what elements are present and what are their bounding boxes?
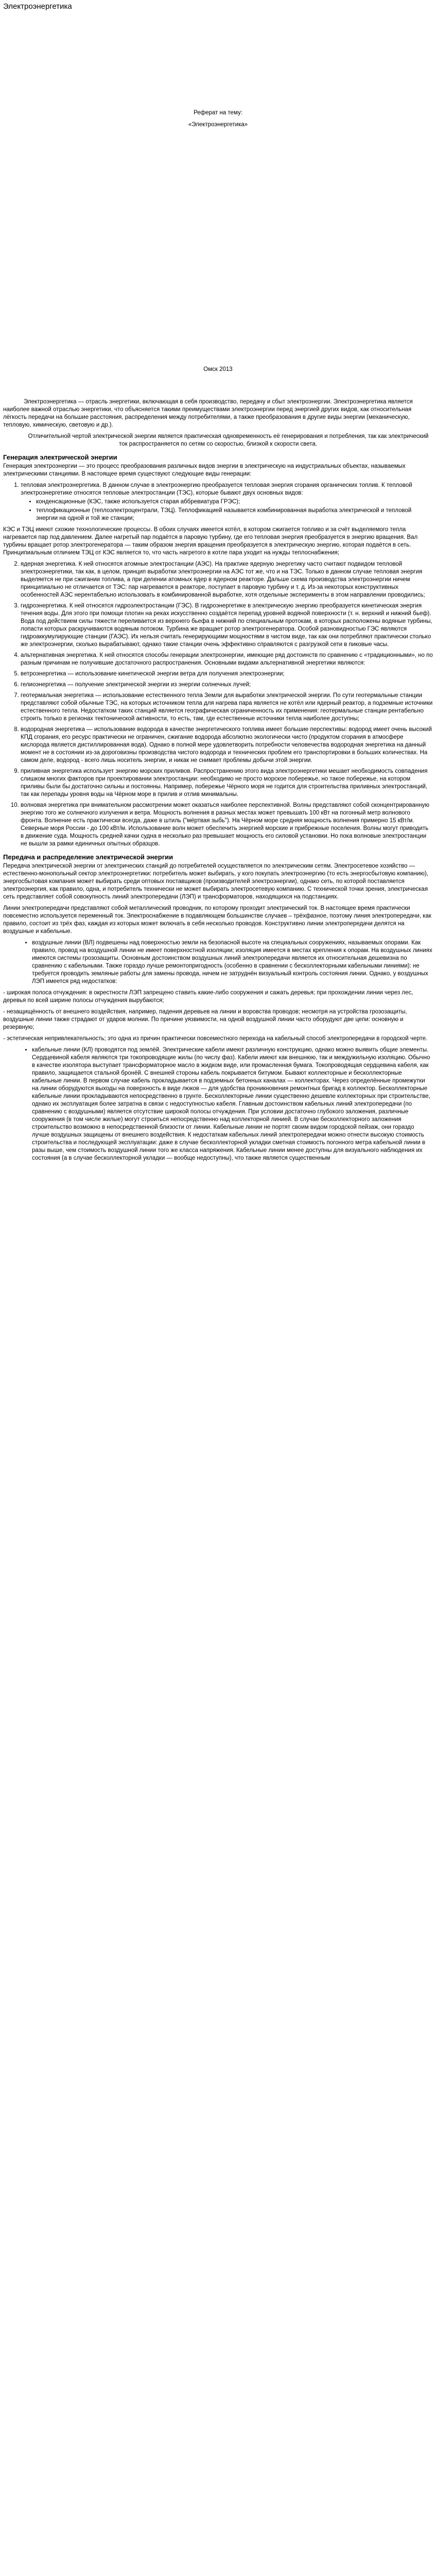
ref-label: Реферат на тему: [194,110,242,116]
line-types-list [3,939,433,986]
site-title: Электроэнергетика [3,2,72,11]
cover-block [3,109,433,374]
paragraph: Передача электрической энергии от электрических станций до потребителей осуществляется по электрическим сетям. Электросетевое хозяйство — естественно-монопольный сектор электроэнергетики: потребитель может выбирать, у кого покупать электроэнергию (то есть энергосбытовую компанию), энергосбытовая компания может выбирать среди оптовых поставщиков (производителей электроэнергии), однако сеть, по которой поставляется электроэнергия, как правило, одна, и потребитель технически не может выбирать электросетевую компанию. С технической точки зрения, электрическая сеть представляет собой совокупность линий электропередачи (ЛЭП) и трансформаторов, находящихся на подстанциях. [3,863,428,900]
section-transmission [3,853,433,1162]
list-item: • воздушные линии (ВЛ) подвешены над поверхностью земли на безопасной высоте на специальных сооружениях, называемых опорами. Как правило, провод на воздушной линии не имеет поверхностной изоляции; изоляция имеется в местах крепления к опорам. На воздушных линиях имеются системы грозозащиты. Основным достоинством воздушных линий электропередачи является их относительная дешевизна по сравнению с кабельными. Также гораздо лучше ремонтопригодность (особенно в сравнении с бесколлекторными кабельными линиями): не требуется проводить земляные работы для замены провода, ничем не затруднён визуальный контроль состояния линии. Однако, у воздушных ЛЭП имеется ряд недостатков: [32,939,433,986]
list-item [21,482,433,522]
list-item: 8. водородная энергетика — использование водорода в качестве энергетического топлива имеет большие перспективы: водород имеет очень высокий КПД сгорания, его ресурс практически не ограничен, сжигание водорода абсолютно экологически чисто (продуктом сгорания в атмосфере кислорода является дистиллированная вода). Однако в полной мере удовлетворить потребности человечества водородная энергетика на данный момент не в состоянии из-за дороговизны производства чистого водорода и технических проблем его транспортировки в больших количествах. На самом деле, водород - всего лишь носитель энергии, и никак не снимает проблемы добычи этой энергии. [21,726,433,765]
intro-paragraph: Электроэнергетика — отрасль энергетики, включающая в себя производство, передачу и сбыт электроэнергии. Электроэнергетика является наиболее важной отраслью энергетики, что объясняется такими преимуществами электроэнергии перед энергией других видов, как относительная лёгкость передачи на большие расстояния, распределения между потребителями, а также преобразования в другие виды энергии (механическую, тепловую, химическую, световую и др.). [3,399,413,428]
line-types-list-continued [3,1046,433,1162]
list-item: 4. альтернативная энергетика. К ней относятся способы генерации электроэнергии, имеющие ряд достоинств по сравнению с «традиционными», но по разным причинам не получившие достаточного распространения. Основными видами альтернативной энергетики являются: [21,652,433,667]
section-generation [3,453,433,848]
ref-topic: «Электроэнергетика» [188,122,248,128]
paragraph: - широкая полоса отчуждения: в окрестности ЛЭП запрещено ставить какие-либо сооружения и сажать деревья; при прохождении линии через лес, деревья по всей ширине полосы отчуждения вырубаются; [3,990,413,1004]
cover-date: Омск 2013 [203,366,233,372]
generation-list [3,482,433,522]
list-item: 5. ветроэнергетика — использование кинетической энергии ветра для получения электроэнергии; [21,670,433,678]
paragraph: - эстетическая непривлекательность; это одна из причин практически повсеместного перехода на кабельный способ электропередачи в городской черте. [3,1036,428,1042]
intro-paragraph: Отличительной чертой электрической энергии является практическая одновременность её генерирования и потребления, так как электрический ток распространяется по сетям со скоростью, близкой к скорости света. [28,433,429,447]
section-heading: Передача и распределение электрической энергии [3,853,173,861]
sub-list-item: • конденсационные (КЭС, также используется старая аббревиатура ГРЭС); [36,498,433,506]
list-item: 9. приливная энергетика использует энергию морских приливов. Распространению этого вида электроэнергетики мешает необходимость совпадения слишком многих факторов при проектировании электростанции: необходимо не просто морское побережье, но такое побережье, на котором приливы были бы достаточно сильны и постоянны. Например, побережье Чёрного моря не годится для строительства приливных электростанций, так как перепады уровня воды на Чёрном море в прилив и отлив минимальны. [21,768,433,799]
list-item-text: тепловая электроэнергетика. В данном случае в электроэнергию преобразуется тепловая энергия сгорания органических топлив. К тепловой электроэнергетике относятся тепловые электростанции (ТЭС), которые бывают двух основных видов: [21,482,412,496]
paragraph: - незащищённость от внешнего воздействия, например, падения деревьев на линии и воровства проводов; несмотря на устройства грозозащиты, воздушные линии также страдают от ударов молнии. По причине уязвимости, на одной воздушной линии часто оборудуют две цепи: основную и резервную; [3,1009,407,1030]
list-item: 3. гидроэнергетика. К ней относятся гидроэлектростанции (ГЭС). В гидроэнергетике в электрическую энергию преобразуется кинетическая энергия течения воды. Для этого при помощи плотин на реках искусственно создаётся перепад уровней водяной поверхности (т. н. верхний и нижний бьеф). Вода под действием силы тяжести переливается из верхнего бьефа в нижний по специальным протокам, в которых расположены водяные турбины, лопасти которых раскручиваются водяным потоком. Турбина же вращает ротор электрогенератора. Особой разновидностью ГЭС являются гидроаккумулирующие станции (ГАЭС). Их нельзя считать генерирующими мощностями в чистом виде, так как они потребляют практически столько же электроэнергии, сколько вырабатывают, однако такие станции очень эффективно справляются с разгрузкой сети в пиковые часы. [21,602,433,649]
paragraph: Линии электропередачи представляют собой металлический проводник, по которому проходит электрический ток. В настоящее время практически повсеместно используется переменный ток. Электроснабжение в подавляющем большинстве случаев – трёхфазное, поэтому линия электропередачи, как правило, состоит из трёх фаз, каждая из которых может включать в себя несколько проводов. Конструктивно линии электропередачи делятся на воздушные и кабельные. [3,905,431,935]
list-item: 7. геотермальная энергетика — использование естественного тепла Земли для выработки электрической энергии. По сути геотермальные станции представляют собой обычные ТЭС, на которых источником тепла для нагрева пара является не котёл или ядерный реактор, а подземные источники естественного тепла. Недостатком таких станций является географическая ограниченность их применения: геотермальные станции рентабельно строить только в регионах тектонической активности, то есть, там, где естественные источники тепла наиболее доступны; [21,692,433,723]
sub-list-item: • теплофикационные (теплоэлектроцентрали, ТЭЦ). Теплофикацией называется комбинированная выработка электрической и тепловой энергии на одной и той же станции; [36,507,433,522]
list-item: • кабельные линии (КЛ) проводятся под землёй. Электрические кабели имеют различную конструкцию, однако можно выявить общие элементы. Сердцевиной кабеля являются три токопроводящие жилы (по числу фаз). Кабели имеют как внешнюю, так и междужильную изоляцию. Обычно в качестве изолятора выступает трансформаторное масло в жидком виде, или промасленная бумага. Токопроводящая сердцевина кабеля, как правило, защищается стальной бронёй. С внешней стороны кабель покрывается битумом. Бывают коллекторные и бесколлекторные кабельные линии. В первом случае кабель прокладывается в подземных бетонных каналах — коллекторах. Через определённые промежутки на линии оборудуются выходы на поверхность в виде люков — для удобства проникновения ремонтных бригад в коллектор. Бесколлекторные кабельные линии прокладываются непосредственно в грунте. Бесколлекторные линии существенно дешевле коллекторных при строительстве, однако их эксплуатация более затратна в связи с недоступностью кабеля. Главным достоинством кабельных линий электропередачи (по сравнению с воздушными) является отсутствие широкой полосы отчуждения. При условии достаточно глубокого заложения, различные сооружения (в том числе жилые) могут строиться непосредственно над коллекторной линией. В случае бесколлекторного заложения строительство возможно в непосредственной близости от линии. Кабельные линии не портят своим видом городской пейзаж, они гораздо лучше воздушных защищены от внешнего воздействия. К недостаткам кабельных линий электропередачи можно отнести высокую стоимость строительства и последующей эксплуатации: даже в случае бесколлекторной укладки сметная стоимость погонного метра кабельной линии в разы выше, чем стоимость воздушной линии того же класса напряжения. Кабельные линии менее доступны для визуального наблюдения их состояния (а в случае бесколлекторной укладки — вообще недоступны), что также является существенным [32,1046,433,1162]
intro [3,398,433,448]
document-page [0,0,436,1162]
paragraph: КЭС и ТЭЦ имеют схожие технологические процессы. В обоих случаях имеется котёл, в котором сжигается топливо и за счёт выделяемого тепла нагревается пар под давлением. Далее нагретый пар подаётся в паровую турбину, где его тепловая энергия преобразуется в энергию вращения. Вал турбины вращает ротор электрогенератора — таким образом энергия вращения преобразуется в электрическую энергию, которая подаётся в сеть. Принципиальным отличием ТЭЦ от КЭС является то, что часть нагретого в котле пара уходит на нужды теплоснабжения; [3,527,418,556]
list-item: 10. волновая энергетика при внимательном рассмотрении может оказаться наиболее перспективной. Волны представляют собой сконцентрированную энергию того же солнечного излучения и ветра. Мощность волнения в разных местах может превышать 100 кВт на погонный метр волнового фронта. Волнение есть практически всегда, даже в штиль ("мёртвая зыбь"). На Чёрном море средняя мощность волнения примерно 15 кВт/м. Северные моря России - до 100 кВт/м. Использование волн может обеспечить энергией морские и прибрежные поселения. Волны могут приводить в движение суда. Мощность средней качки судна в несколько раз превышает мощность его силовой установки. Но пока волновые электростанции не вышли за рамки единичных опытных образцов. [21,802,433,848]
paragraph: Генерация электроэнергии — это процесс преобразования различных видов энергии в электрическую на индустриальных объектах, называемых электрическими станциями. В настоящее время существуют следующие виды генерации: [3,463,406,477]
sub-list [21,498,433,522]
list-item: 2. ядерная энергетика. К ней относятся атомные электростанции (АЭС). На практике ядерную энергетику часто считают подвидом тепловой электроэнергетики, так как, в целом, принцип выработки электроэнергии на АЭС тот же, что и на ТЭС. Только в данном случае тепловая энергия выделяется не при сжигании топлива, а при делении атомных ядер в ядерном реакторе. Дальше схема производства электроэнергии ничем принципиально не отличается от ТЭС: пар нагревается в реакторе, поступает в паровую турбину и т. д. Из-за некоторых конструктивных особенностей АЭС нерентабельно использовать в комбинированной выработке, хотя отдельные эксперименты в этом направлении проводились; [21,561,433,599]
section-heading: Генерация электрической энергии [3,453,117,461]
list-item: 6. гелиоэнергетика — получение электрической энергии из энергии солнечных лучей; [21,681,433,689]
generation-list-continued [3,561,433,848]
